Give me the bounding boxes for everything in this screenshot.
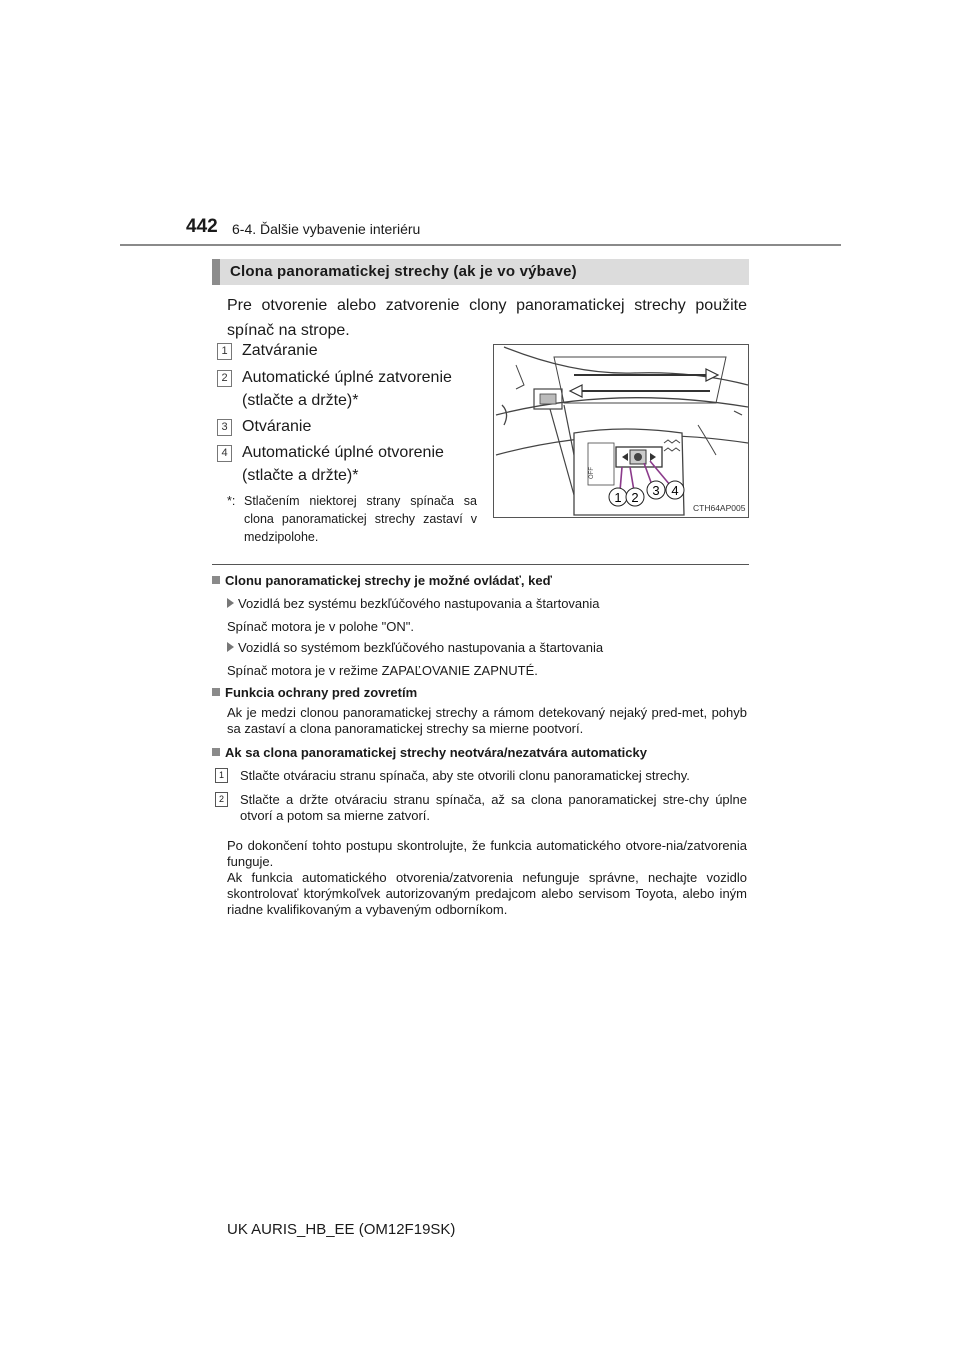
condition-bullet: Vozidlá bez systému bezkľúčového nastupovania a štartovania bbox=[227, 596, 600, 611]
square-bullet-icon bbox=[212, 576, 220, 584]
callout-1 bbox=[609, 488, 627, 506]
item-number-badge: 1 bbox=[217, 343, 232, 360]
intro-paragraph: Pre otvorenie alebo zatvorenie clony panoramatickej strechy použite spínač na strope. bbox=[227, 297, 747, 339]
page-number: 442 bbox=[186, 216, 218, 237]
step-number-badge: 1 bbox=[215, 768, 228, 783]
item-label: Automatické úplné otvorenie (stlačte a držte)* bbox=[242, 444, 444, 484]
condition-text: Spínač motora je v režime ZAPAĽOVANIE ZAPNUTÉ. bbox=[227, 663, 538, 678]
svg-text:3: 3 bbox=[652, 483, 660, 498]
svg-text:2: 2 bbox=[631, 490, 639, 505]
footnote-text: Stlačením niektorej strany spínača sa clona panoramatickej strechy zastaví v medzipolohe. bbox=[244, 494, 477, 544]
callout-3 bbox=[647, 481, 665, 499]
step-text: Stlačte otváraciu stranu spínača, aby ste otvorili clonu panoramatickej strechy. bbox=[240, 768, 690, 783]
item-label: Zatváranie bbox=[242, 342, 318, 359]
item-label: Automatické úplné zatvorenie (stlačte a držte)* bbox=[242, 369, 452, 409]
section-title: Clona panoramatickej strechy (ak je vo výbave) bbox=[230, 263, 577, 280]
note-paragraph: Ak funkcia automatického otvorenia/zatvorenia nefunguje správne, nechajte vozidlo skontrolovať ktorýmkoľvek autorizovaným predajcom alebo servisom Toyota, alebo iným riadne kvalifikovaným a vybaveným odborníkom. bbox=[227, 870, 747, 917]
footnote-mark: *: bbox=[227, 494, 236, 508]
figure-code: CTH64AP005 bbox=[693, 503, 746, 513]
item-label: Otváranie bbox=[242, 418, 312, 435]
item-number-badge: 3 bbox=[217, 419, 232, 436]
condition-bullet: Vozidlá so systémom bezkľúčového nastupovania a štartovania bbox=[227, 640, 603, 655]
triangle-bullet-icon bbox=[227, 598, 234, 608]
header-divider bbox=[120, 244, 841, 246]
section-title-bar bbox=[212, 259, 749, 285]
triangle-bullet-icon bbox=[227, 642, 234, 652]
switch-label-off: OFF bbox=[589, 467, 595, 479]
callout-2 bbox=[626, 488, 644, 506]
open-arrow-icon bbox=[570, 385, 710, 397]
item-number-badge: 4 bbox=[217, 445, 232, 462]
svg-text:1: 1 bbox=[614, 490, 622, 505]
note-heading: Clonu panoramatickej strechy je možné ovládať, keď bbox=[212, 573, 552, 588]
svg-text:4: 4 bbox=[671, 483, 679, 498]
condition-text: Spínač motora je v polohe "ON". bbox=[227, 619, 414, 634]
note-paragraph: Ak je medzi clonou panoramatickej strechy a rámom detekovaný nejaký pred-met, pohyb sa zastaví a clona panoramatickej strechy sa mierne pootvorí. bbox=[227, 705, 747, 736]
square-bullet-icon bbox=[212, 688, 220, 696]
note-heading: Ak sa clona panoramatickej strechy neotvára/nezatvára automaticky bbox=[212, 745, 647, 760]
square-bullet-icon bbox=[212, 748, 220, 756]
step-number-badge: 2 bbox=[215, 792, 228, 807]
step-text: Stlačte a držte otváraciu stranu spínača, až sa clona panoramatickej stre-chy úplne otvorí a potom sa mierne zatvorí. bbox=[240, 792, 747, 823]
note-paragraph: Po dokončení tohto postupu skontrolujte, že funkcia automatického otvore-nia/zatvorenia funguje. bbox=[227, 838, 747, 869]
section-divider bbox=[212, 564, 749, 565]
item-number-badge: 2 bbox=[217, 370, 232, 387]
callout-4 bbox=[666, 481, 684, 499]
note-heading: Funkcia ochrany pred zovretím bbox=[212, 685, 417, 700]
sunshade-switch-illustration bbox=[493, 344, 749, 518]
footer-model-code: UK AURIS_HB_EE (OM12F19SK) bbox=[227, 1221, 456, 1238]
illustration-drawing bbox=[494, 345, 748, 517]
section-heading: 6-4. Ďalšie vybavenie interiéru bbox=[232, 221, 421, 237]
